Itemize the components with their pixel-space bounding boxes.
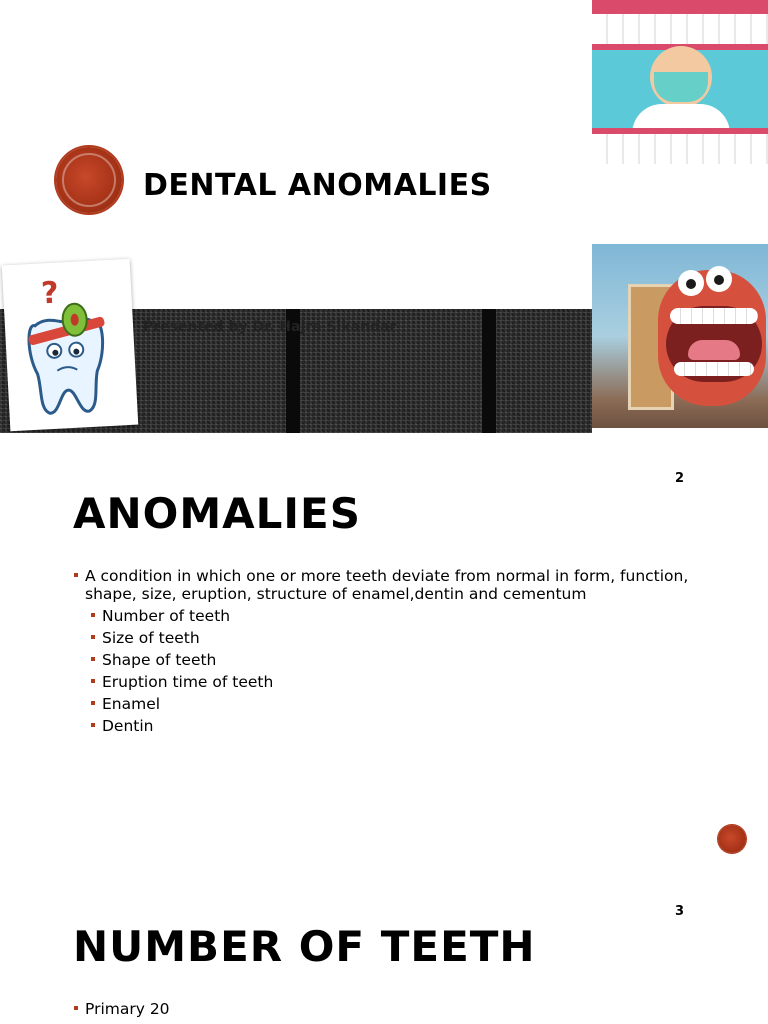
presenter-subtitle: Presented by Dr. Hajra Sikandar	[143, 319, 397, 335]
bullet-list	[73, 567, 703, 736]
bullet-list	[73, 1000, 703, 1018]
eye-icon	[678, 270, 704, 296]
slide-title: NUMBER OF TEETH	[73, 922, 536, 971]
svg-text:?: ?	[40, 275, 60, 312]
page-number: 3	[674, 904, 684, 919]
title-accent-circle	[56, 147, 122, 213]
bullet-item: Primary 20	[73, 1000, 703, 1018]
tooth-icon	[2, 259, 139, 431]
bullet-item: A condition in which one or more teeth deviate from normal in form, function, shape, size, eruption, structure of enamel,dentin and cementum	[73, 567, 703, 603]
sub-bullet-item: Dentin	[73, 717, 703, 736]
slide-title: ANOMALIES	[73, 489, 361, 538]
dentist-illustration	[592, 0, 768, 164]
sub-bullet-item: Number of teeth	[73, 607, 703, 626]
eye-icon	[706, 266, 732, 292]
title-slide	[0, 0, 768, 433]
sub-bullet-item: Shape of teeth	[73, 651, 703, 670]
band-divider	[482, 309, 496, 433]
tooth-cartoon	[2, 259, 139, 431]
presentation-title: DENTAL ANOMALIES	[143, 168, 492, 203]
page-number: 2	[674, 471, 684, 486]
sub-bullet-item: Enamel	[73, 695, 703, 714]
anomalies-slide	[0, 433, 768, 866]
mouth-cartoon-photo	[592, 244, 768, 428]
sub-bullet-item: Eruption time of teeth	[73, 673, 703, 692]
sub-bullet-item: Size of teeth	[73, 629, 703, 648]
number-of-teeth-slide	[0, 866, 768, 1024]
corner-accent-circle	[718, 825, 746, 853]
